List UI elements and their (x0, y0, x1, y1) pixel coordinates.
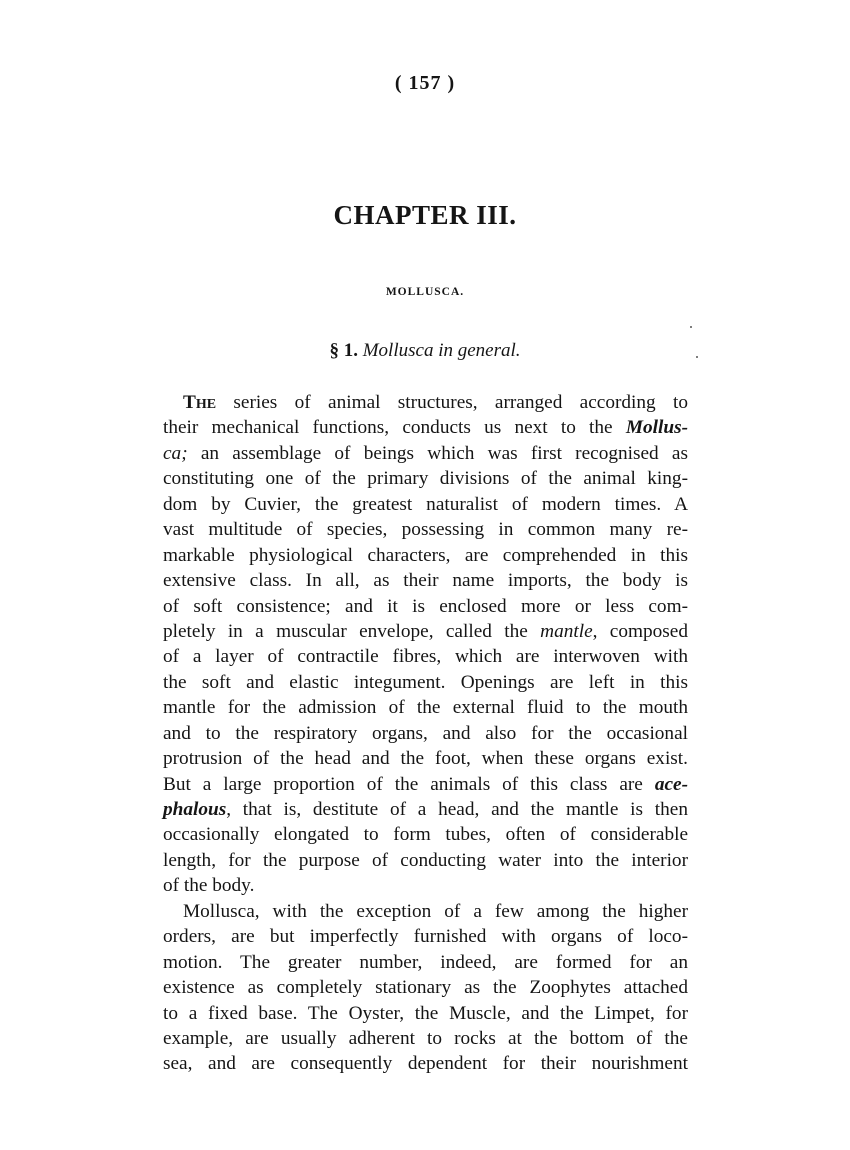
section-heading (0, 340, 850, 362)
text-line (163, 594, 688, 619)
text-run: to a fixed base. The Oyster, the Muscle, and the Limpet, for (163, 1002, 688, 1024)
text-run: orders, are but imperfectly furnished with organs of loco- (163, 926, 688, 948)
chapter-subtitle: MOLLUSCA. (385, 286, 465, 298)
text-line (163, 517, 688, 542)
text-line (163, 950, 688, 975)
text-line (163, 1051, 688, 1076)
text-line (163, 899, 688, 924)
text-run: the soft and elastic integument. Openings are left in this (163, 671, 688, 693)
scan-speck (696, 356, 698, 358)
text-run: occasionally elongated to form tubes, often of considerable (163, 824, 688, 846)
text-line (163, 746, 688, 771)
text-run: example, are usually adherent to rocks at the bottom of the (163, 1027, 688, 1049)
styled-text: phalous (163, 799, 227, 820)
text-run: of a layer of contractile fibres, which are interwoven with (163, 646, 688, 668)
styled-text: mantle (540, 620, 593, 642)
text-line (163, 924, 688, 949)
styled-text: Mollus- (625, 417, 688, 439)
text-run: , that is, destitute of a head, and the mantle is then (226, 799, 688, 820)
text-line (163, 975, 688, 1000)
page-number: ( 157 ) (394, 72, 456, 94)
paragraph (163, 899, 688, 1077)
text-line (163, 619, 688, 644)
text-line (163, 1026, 688, 1051)
text-run: series of animal structures, arranged according to (216, 392, 688, 413)
text-run: of the body. (163, 875, 255, 897)
text-run: sea, and are consequently dependent for their nourishment (163, 1053, 688, 1075)
text-line (163, 466, 688, 491)
text-run: But a large proportion of the animals of this class are (163, 773, 655, 795)
styled-text: The (183, 392, 217, 413)
text-run: an assemblage of beings which was first recognised as (187, 442, 688, 464)
paragraph (163, 390, 688, 899)
text-run: and to the respiratory organs, and also for the occasional (163, 722, 688, 744)
text-run: pletely in a muscular envelope, called the (163, 620, 541, 642)
text-line (163, 848, 688, 873)
text-run: motion. The greater number, indeed, are formed for an (163, 951, 688, 973)
text-line (163, 441, 688, 466)
text-line (163, 492, 688, 517)
section-title: Mollusca in general. (362, 340, 521, 361)
text-line (163, 772, 688, 797)
text-line (163, 568, 688, 593)
text-run: markable physiological characters, are comprehended in this (163, 544, 688, 566)
text-run: protrusion of the head and the foot, when these organs exist. (163, 748, 688, 770)
text-line (163, 390, 688, 415)
text-line (163, 670, 688, 695)
text-run: of soft consistence; and it is enclosed more or less com- (163, 595, 688, 617)
text-line (163, 543, 688, 568)
text-run: vast multitude of species, possessing in common many re- (163, 519, 688, 541)
text-line (163, 415, 688, 440)
text-run: dom by Cuvier, the greatest naturalist of modern times. A (163, 493, 688, 515)
text-run: , composed (592, 620, 688, 642)
text-line (163, 873, 688, 898)
text-run: constituting one of the primary divisions of the animal king- (163, 468, 688, 490)
text-run: their mechanical functions, conducts us next to the (163, 417, 626, 439)
styled-text: ca; (163, 442, 188, 464)
body-text (163, 390, 688, 1077)
text-run: existence as completely stationary as the Zoophytes attached (163, 977, 688, 999)
text-line (163, 822, 688, 847)
text-line (163, 644, 688, 669)
styled-text: ace- (654, 773, 688, 795)
text-run: mantle for the admission of the external fluid to the mouth (163, 697, 688, 719)
text-run: length, for the purpose of conducting water into the interior (163, 849, 688, 871)
chapter-title: CHAPTER III. (333, 200, 517, 230)
text-line (163, 1001, 688, 1026)
section-number: § 1. (329, 340, 358, 361)
text-line (163, 695, 688, 720)
text-line (163, 797, 688, 822)
scan-speck (690, 326, 692, 328)
text-line (163, 721, 688, 746)
text-run: extensive class. In all, as their name imports, the body is (163, 570, 688, 592)
text-run: Mollusca, with the exception of a few among the higher (183, 900, 688, 922)
